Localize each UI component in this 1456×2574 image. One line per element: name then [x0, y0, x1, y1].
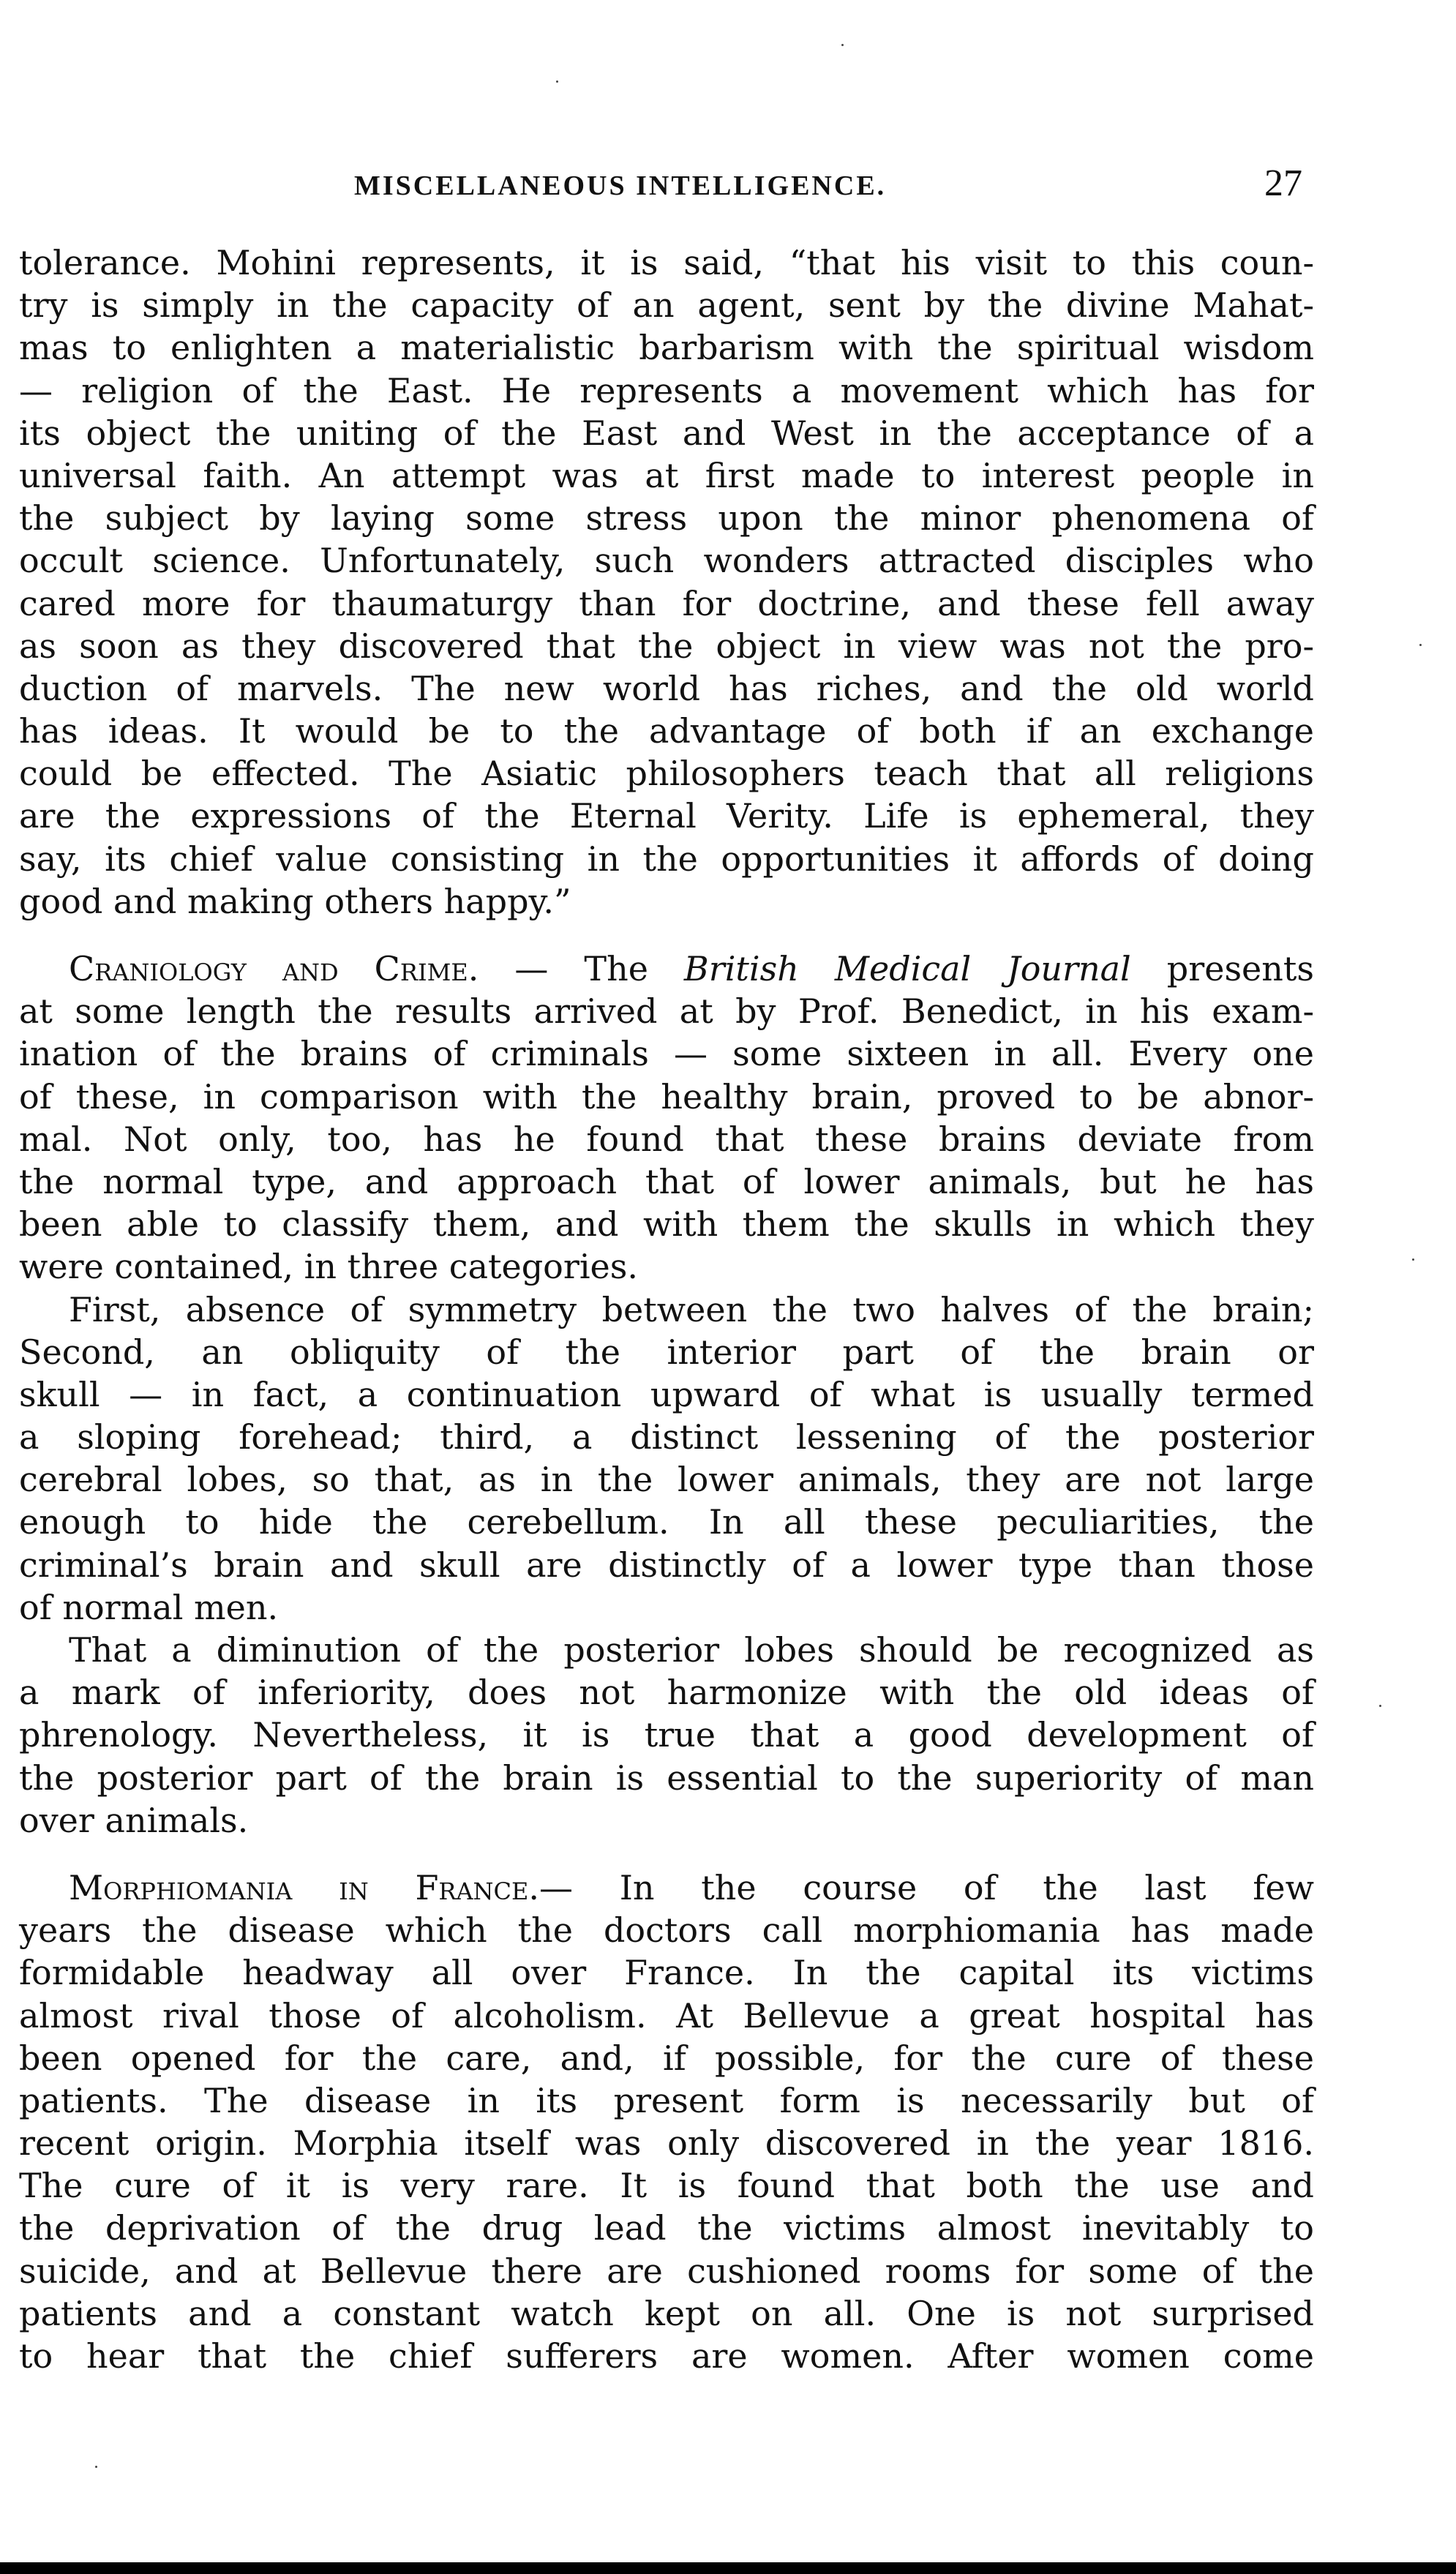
text-line: patients. The disease in its present form is necessarily but of [19, 2080, 1314, 2120]
page-number: 27 [1264, 162, 1302, 204]
text-line: the deprivation of the drug lead the victims almost inevitably to [19, 2208, 1314, 2248]
section-heading: Craniology and Crime. [69, 949, 479, 988]
paragraph-mohini [19, 241, 1314, 923]
paragraph-craniology [19, 948, 1314, 1288]
text-line: at some length the results arrived at by Prof. Benedict, in his exam- [19, 991, 1314, 1032]
text-line: formidable headway all over France. In the capital its victims [19, 1953, 1314, 1993]
scan-speck [95, 2466, 97, 2468]
text-line: Second, an obliquity of the interior part of the brain or [19, 1332, 1314, 1372]
text-line: — religion of the East. He represents a movement which has for [19, 370, 1314, 410]
line-rest: presents [1130, 949, 1314, 988]
text-line: cared more for thaumaturgy than for doctrine, and these fell away [19, 583, 1314, 623]
text-line: occult science. Unfortunately, such wonders attracted disciples who [19, 541, 1314, 581]
text-line: were contained, in three categories. [19, 1247, 638, 1287]
page-header [0, 162, 1456, 212]
text-line: enough to hide the cerebellum. In all these peculiarities, the [19, 1502, 1314, 1542]
scan-speck [1419, 644, 1422, 646]
text-line: patients and a constant watch kept on all. One is not surprised [19, 2293, 1314, 2333]
text-line: try is simply in the capacity of an agent, sent by the divine Mahat- [19, 285, 1314, 326]
bottom-edge [0, 2562, 1456, 2574]
text-line: universal faith. An attempt was at first made to interest people in [19, 455, 1314, 495]
text-line: criminal’s brain and skull are distinctly of a lower type than those [19, 1545, 1314, 1585]
text-line: phrenology. Nevertheless, it is true that a good development of [19, 1715, 1314, 1755]
text-line: are the expressions of the Eternal Verity. Life is ephemeral, they [19, 796, 1314, 836]
paragraph-categories [19, 1288, 1314, 1629]
text-line: years the disease which the doctors call morphiomania has made [19, 1910, 1314, 1951]
text-line: a mark of inferiority, does not harmonize with the old ideas of [19, 1673, 1314, 1713]
text-line: been able to classify them, and with them the skulls in which they [19, 1204, 1314, 1245]
heading-dash: — The [479, 949, 684, 988]
text-line: The cure of it is very rare. It is found that both the use and [19, 2166, 1314, 2206]
line-rest: — In the course of the last few [539, 1867, 1314, 1907]
text-line [19, 948, 1314, 990]
text-line: of normal men. [19, 1587, 279, 1627]
text-line: to hear that the chief sufferers are women. After women come [19, 2336, 1314, 2376]
text-line: of these, in comparison with the healthy brain, proved to be abnor- [19, 1076, 1314, 1117]
text-line: recent origin. Morphia itself was only discovered in the year 1816. [19, 2123, 1314, 2164]
text-line: a sloping forehead; third, a distinct lessening of the posterior [19, 1417, 1314, 1457]
scan-speck [1379, 1705, 1381, 1707]
text-line: the posterior part of the brain is essential to the superiority of man [19, 1757, 1314, 1798]
body-text [19, 241, 1314, 2377]
text-line: almost rival those of alcoholism. At Bellevue a great hospital has [19, 1995, 1314, 2035]
text-line: been opened for the care, and, if possible, for the cure of these [19, 2038, 1314, 2078]
text-line: tolerance. Mohini represents, it is said, “that his visit to this coun- [19, 243, 1314, 282]
text-line: the normal type, and approach that of lower animals, but he has [19, 1161, 1314, 1201]
scan-speck [841, 44, 844, 46]
text-line: skull — in fact, a continuation upward of what is usually termed [19, 1374, 1314, 1414]
text-line: as soon as they discovered that the object in view was not the pro- [19, 626, 1314, 666]
text-line: has ideas. It would be to the advantage of both if an exchange [19, 711, 1314, 751]
text-line: the subject by laying some stress upon the minor phenomena of [19, 498, 1314, 539]
section-heading: Morphiomania in France. [69, 1867, 540, 1907]
text-line: ination of the brains of criminals — some sixteen in all. Every one [19, 1034, 1314, 1074]
scan-speck [1412, 1258, 1414, 1261]
text-line: say, its chief value consisting in the opportunities it affords of doing [19, 838, 1314, 879]
paragraph-morphiomania [19, 1866, 1314, 2377]
text-line [19, 1866, 1314, 1909]
text-line: suicide, and at Bellevue there are cushioned rooms for some of the [19, 2251, 1314, 2291]
text-line: cerebral lobes, so that, as in the lower animals, they are not large [19, 1460, 1314, 1500]
text-line: First, absence of symmetry between the two halves of the brain; [69, 1289, 1314, 1329]
text-line: over animals. [19, 1800, 249, 1840]
text-line: duction of marvels. The new world has riches, and the old world [19, 668, 1314, 708]
text-line: its object the uniting of the East and West in the acceptance of a [19, 413, 1314, 453]
scan-speck [556, 80, 558, 83]
text-line: mas to enlighten a materialistic barbarism with the spiritual wisdom [19, 328, 1314, 368]
paragraph-phrenology [19, 1629, 1314, 1842]
running-head: MISCELLANEOUS INTELLIGENCE. [354, 170, 887, 201]
text-line: good and making others happy.” [19, 881, 571, 921]
text-line: mal. Not only, too, has he found that these brains deviate from [19, 1119, 1314, 1159]
text-line: That a diminution of the posterior lobes should be recognized as [69, 1630, 1314, 1670]
text-line: could be effected. The Asiatic philosophers teach that all religions [19, 754, 1314, 794]
journal-title: British Medical Journal [683, 949, 1131, 988]
